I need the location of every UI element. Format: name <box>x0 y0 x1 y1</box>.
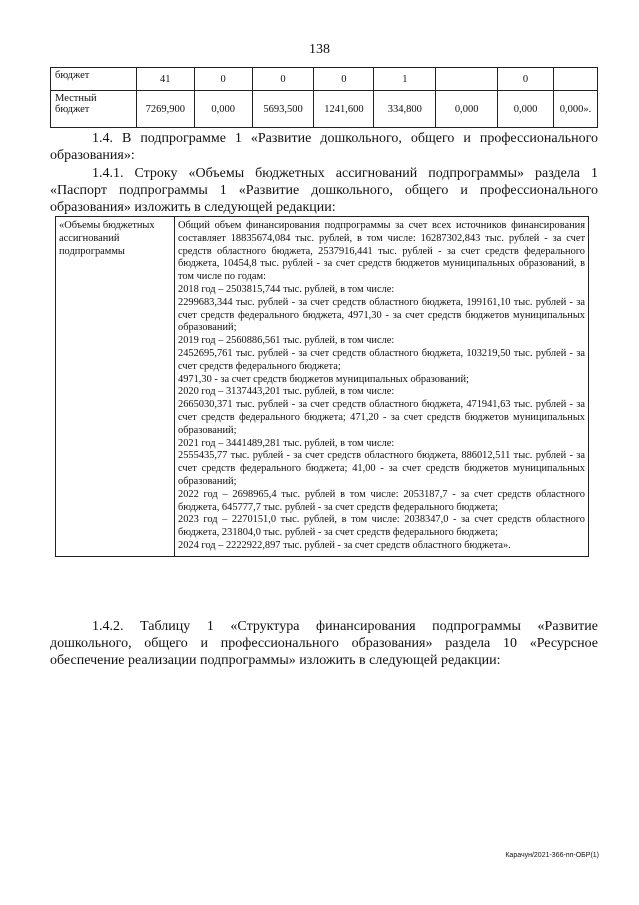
table-cell: бюджет <box>51 68 137 91</box>
table-cell: 0,000 <box>436 91 498 128</box>
table-cell: 1 <box>374 68 436 91</box>
table-cell: 5693,500 <box>252 91 314 128</box>
table-cell <box>553 68 597 91</box>
row-label: «Объемы бюджетных ассигнований подпрограммы <box>56 217 175 557</box>
funding-line: 2018 год – 2503815,744 тыс. рублей, в том числе: <box>178 283 395 295</box>
table-cell: 1241,600 <box>314 91 374 128</box>
funding-line: 2019 год – 2560886,561 тыс. рублей, в том числе: <box>178 335 395 347</box>
table-row <box>51 91 598 128</box>
funding-line: 2555435,77 тыс. рублей - за счет средств областного бюджета, 886012,511 тыс. рублей - за счет средств федерального бюджета; 41,00 - за счет средств бюджетов муниципальных образований; <box>178 450 585 487</box>
table-cell: 0 <box>252 68 314 91</box>
funding-line: 4971,30 - за счет средств бюджетов муниципальных образований; <box>178 373 469 385</box>
paragraph-1-4 <box>50 130 598 164</box>
table-cell: 0,000 <box>194 91 252 128</box>
funding-line: 2452695,761 тыс. рублей - за счет средств областного бюджета, 103219,50 тыс. рублей - за счет средств федерального бюджета; <box>178 347 585 372</box>
funding-line: 2024 год – 2222922,897 тыс. рублей - за счет средств областного бюджета». <box>178 539 511 551</box>
table-cell: 7269,900 <box>136 91 194 128</box>
funding-volumes-table <box>55 216 589 557</box>
table-cell: 334,800 <box>374 91 436 128</box>
table-cell: 0,000 <box>498 91 554 128</box>
table-row <box>56 217 589 557</box>
funding-line: 2023 год – 2270151,0 тыс. рублей, в том числе: 2038347,0 - за счет средств областного бюджета, 231804,0 тыс. рублей - за счет средств федерального бюджета; <box>178 514 585 539</box>
funding-line: 2665030,371 тыс. рублей - за счет средств областного бюджета, 471941,63 тыс. рублей - за счет средств федерального бюджета; 471,20 - за счет средств бюджетов муниципальных образований; <box>178 399 585 436</box>
budget-table <box>50 67 598 128</box>
funding-line: 2020 год – 3137443,201 тыс. рублей, в том числе: <box>178 386 395 398</box>
funding-line: 2022 год – 2698965,4 тыс. рублей в том числе: 2053187,7 - за счет средств областного бюджета, 645777,7 тыс. рублей - за счет средств федерального бюджета; <box>178 488 585 513</box>
table-row <box>51 68 598 91</box>
page-number: 138 <box>309 42 330 57</box>
paragraph-1-4-1 <box>50 165 598 216</box>
table-cell: 0 <box>194 68 252 91</box>
funding-line: 2021 год – 3441489,281 тыс. рублей, в том числе: <box>178 437 395 449</box>
paragraph-text: 1.4.1. Строку «Объемы бюджетных ассигнований подпрограммы» раздела 1 «Паспорт подпрограммы 1 «Развитие дошкольного, общего и профессионального образования» изложить в следующей редакции: <box>50 166 598 215</box>
table-cell: 0 <box>314 68 374 91</box>
document-reference: Карачун/2021-366-пп-ОБР(1) <box>505 852 599 859</box>
table-cell <box>436 68 498 91</box>
table-cell: 41 <box>136 68 194 91</box>
paragraph-1-4-2 <box>50 618 598 669</box>
funding-line: 2299683,344 тыс. рублей - за счет средств областного бюджета, 199161,10 тыс. рублей - за счет средств федерального бюджета, 4971,30 - за счет средств бюджетов муниципальных образований; <box>178 296 585 334</box>
table-cell: 0 <box>498 68 554 91</box>
paragraph-text: 1.4.2. Таблицу 1 «Структура финансирования подпрограммы «Развитие дошкольного, общего и профессионального образования» раздела 10 «Ресурсное обеспечение реализации подпрограммы» изложить в следующей редакции: <box>50 619 598 668</box>
table-cell: Местный бюджет <box>51 91 137 128</box>
paragraph-text: 1.4. В подпрограмме 1 «Развитие дошкольного, общего и профессионального образования»: <box>50 131 598 163</box>
funding-details <box>175 217 589 557</box>
funding-line: Общий объем финансирования подпрограммы за счет всех источников финансирования составляет 18835674,084 тыс. рублей, в том числе: 16287302,843 тыс. рублей - за счет средств областного бюджета, 2537916,441 тыс. рублей - за счет средств федерального бюджета, 10454,8 тыс. рублей - за счет средств бюджетов муниципальных образований, в том числе по годам: <box>178 220 585 283</box>
table-cell: 0,000». <box>553 91 597 128</box>
